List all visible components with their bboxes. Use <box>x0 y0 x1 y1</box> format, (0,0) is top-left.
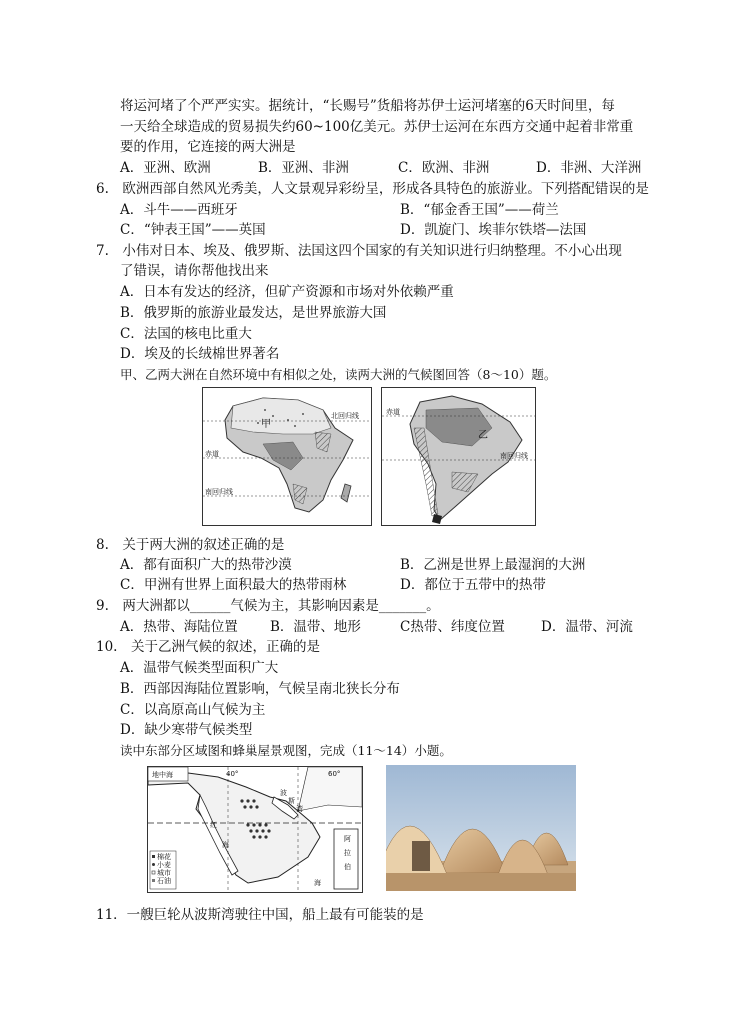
q8-option-c: C．甲洲有世界上面积最大的热带雨林 <box>120 577 347 593</box>
south-tropic-label-1: 南回归线 <box>205 488 233 496</box>
q10-option-b: B．西部因海陆位置影响，气候呈南北狭长分布 <box>120 681 400 697</box>
q10-option-a: A．温带气候类型面积广大 <box>120 660 279 676</box>
intro-q8-10: 甲、乙两大洲在自然环境中有相似之处，读两大洲的气候图回答（8～10）题。 <box>120 367 557 382</box>
q9-stem: 9. 两大洲都以______气候为主，其影响因素是_______。 <box>96 598 440 614</box>
legend-city: 城市 <box>157 869 171 877</box>
q7-stem-line-2: 了错误，请你帮他找出来 <box>120 263 269 279</box>
q6-stem: 6. 欧洲西部自然风光秀美，人文景观异彩纷呈，形成各具特色的旅游业。下列搭配错误的是 <box>96 181 649 197</box>
passage-line-2: 一天给全球造成的贸易损失约60~100亿美元。苏伊士运河在东西方交通中起着非常重 <box>120 119 634 135</box>
q7-option-d: D．埃及的长绒棉世界著名 <box>120 346 280 362</box>
q9-option-c: C热带、纬度位置 <box>400 619 505 635</box>
label-gulf-2: 斯 <box>288 797 295 805</box>
q6-option-a: A．斗牛——西班牙 <box>120 202 238 218</box>
q5-option-c: C．欧洲、非洲 <box>398 160 490 176</box>
label-gulf-3: 湾 <box>296 805 303 813</box>
q8-option-b: B．乙洲是世界上最湿润的大洲 <box>400 557 586 573</box>
q8-option-a: A．都有面积广大的热带沙漠 <box>120 557 292 573</box>
label-lon-40: 40° <box>226 770 239 778</box>
q10-option-c: C．以高原高山气候为主 <box>120 702 266 718</box>
q9-option-b: B．温带、地形 <box>270 619 361 635</box>
africa-climate-map <box>202 387 372 526</box>
q6-option-b: B．“郁金香王国”——荷兰 <box>400 202 559 218</box>
passage-line-1: 将运河堵了个严严实实。据统计，“长赐号”货船将苏伊士运河堵塞的6天时间里，每 <box>120 98 615 114</box>
label-arabian-sea-2: 拉 <box>344 849 351 857</box>
q11-stem: 11．一艘巨轮从波斯湾驶往中国，船上最有可能装的是 <box>96 907 424 923</box>
q10-stem: 10. 关于乙洲气候的叙述，正确的是 <box>96 639 320 655</box>
equator-label-1: 赤道 <box>205 450 219 458</box>
legend-oil: 石油 <box>157 877 171 885</box>
q6-option-c: C．“钟表王国”——英国 <box>120 222 266 238</box>
south-america-climate-map <box>381 387 536 526</box>
label-arabian-sea-3: 伯 <box>344 863 351 871</box>
beehive-houses-photo <box>386 765 576 891</box>
q7-option-c: C．法国的核电比重大 <box>120 326 252 342</box>
equator-label-2: 赤道 <box>386 408 400 416</box>
sa-label-yi: 乙 <box>478 430 488 441</box>
label-lon-60: 60° <box>328 770 341 778</box>
q8-stem: 8. 关于两大洲的叙述正确的是 <box>96 537 285 553</box>
africa-label-jia: 甲 <box>261 419 271 430</box>
south-tropic-label-2: 南回归线 <box>500 452 528 460</box>
q9-option-d: D．温带、河流 <box>541 619 633 635</box>
q7-stem-line-1: 7. 小伟对日本、埃及、俄罗斯、法国这四个国家的有关知识进行归纳整理。不小心出现 <box>96 243 622 259</box>
north-tropic-label-1: 北回归线 <box>331 412 359 420</box>
q6-option-d: D．凯旋门、埃菲尔铁塔—法国 <box>400 222 587 238</box>
legend-wheat: 小麦 <box>157 861 171 869</box>
q5-option-b: B．亚洲、非洲 <box>258 160 349 176</box>
label-red-sea-2: 海 <box>222 841 229 849</box>
passage-line-3: 要的作用，它连接的两大洲是 <box>120 139 296 155</box>
q9-option-a: A．热带、海陆位置 <box>120 619 238 635</box>
q8-option-d: D．都位于五带中的热带 <box>400 577 546 593</box>
label-arabian-sea-1: 阿 <box>344 835 351 843</box>
q7-option-b: B．俄罗斯的旅游业最发达，是世界旅游大国 <box>120 305 387 321</box>
legend-cotton: 棉花 <box>157 853 171 861</box>
label-mediterranean: 地中海 <box>152 771 173 779</box>
q7-option-a: A．日本有发达的经济，但矿产资源和市场对外依赖严重 <box>120 284 454 300</box>
q10-option-d: D．缺少寒带气候类型 <box>120 722 253 738</box>
q5-option-a: A．亚洲、欧洲 <box>120 160 211 176</box>
q5-option-d: D．非洲、大洋洲 <box>536 160 642 176</box>
label-red-sea-1: 红 <box>210 821 217 829</box>
intro-q11-14: 读中东部分区域图和蜂巢屋景观图，完成（11～14）小题。 <box>120 743 452 758</box>
label-arabian-sea-4: 海 <box>314 879 321 887</box>
middle-east-map <box>147 766 363 893</box>
label-gulf-1: 波 <box>280 789 287 797</box>
